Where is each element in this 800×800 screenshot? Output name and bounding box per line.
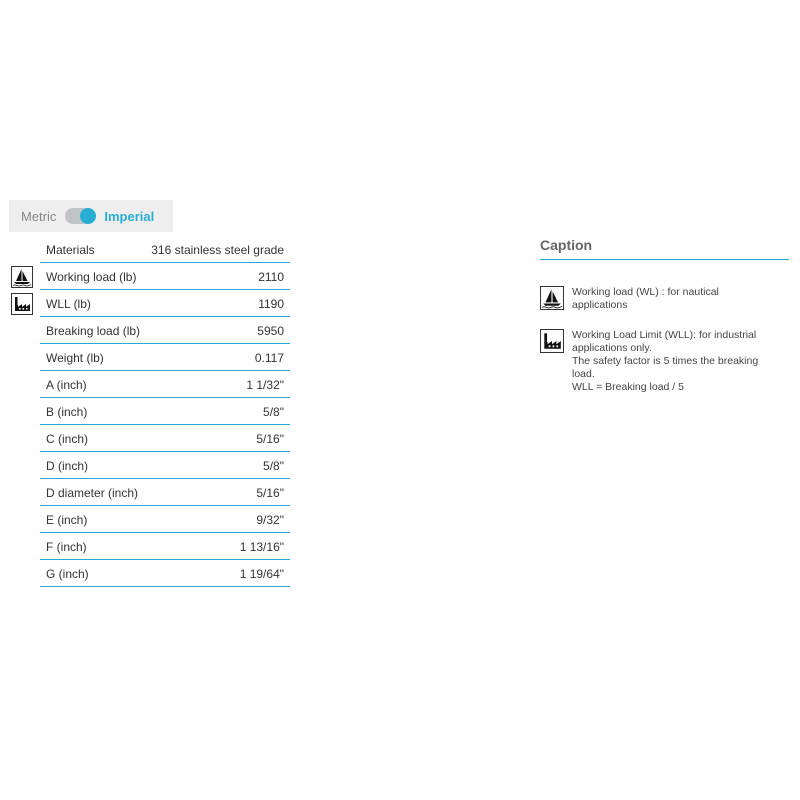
factory-icon xyxy=(11,293,33,315)
spec-value: 9/32" xyxy=(256,513,284,527)
caption-item-working-load xyxy=(540,286,789,312)
factory-icon xyxy=(540,329,564,353)
spec-value: 1 13/16" xyxy=(239,540,284,554)
spec-label: E (inch) xyxy=(46,513,88,527)
spec-label: Working load (lb) xyxy=(46,270,137,284)
unit-toggle[interactable] xyxy=(9,200,173,232)
caption-line: Working Load Limit (WLL): for industrial xyxy=(572,329,757,341)
unit-switch[interactable] xyxy=(65,208,96,224)
spec-value: 5950 xyxy=(257,324,284,338)
spec-label: C (inch) xyxy=(46,432,89,446)
spec-value: 1 19/64" xyxy=(239,567,284,581)
spec-label: D diameter (inch) xyxy=(46,486,139,500)
spec-row-d-diameter xyxy=(40,479,290,506)
caption-line: Working load (WL) : for nautical xyxy=(572,286,719,298)
spec-label: A (inch) xyxy=(46,378,87,392)
spec-row-d xyxy=(40,452,290,479)
imperial-label[interactable]: Imperial xyxy=(104,208,155,224)
sailboat-icon xyxy=(11,266,33,288)
spec-value: 5/16" xyxy=(256,486,284,500)
spec-table xyxy=(40,236,290,587)
caption-line: applications only. xyxy=(572,342,652,354)
spec-row-g xyxy=(40,560,290,587)
spec-value: 1190 xyxy=(258,297,284,311)
spec-row-f xyxy=(40,533,290,560)
spec-label: D (inch) xyxy=(46,459,89,473)
spec-value: 2110 xyxy=(258,270,284,284)
spec-value: 5/8" xyxy=(263,459,284,473)
spec-row-working-load xyxy=(40,263,290,290)
metric-label[interactable]: Metric xyxy=(21,208,57,224)
caption-line: applications xyxy=(572,299,628,311)
spec-row-breaking-load xyxy=(40,317,290,344)
spec-value: 0.117 xyxy=(254,351,284,365)
spec-label: Weight (lb) xyxy=(46,351,104,365)
spec-row-wll xyxy=(40,290,290,317)
caption-text xyxy=(572,329,789,394)
caption-text xyxy=(572,286,789,312)
spec-row-e xyxy=(40,506,290,533)
spec-row-c xyxy=(40,425,290,452)
switch-knob xyxy=(80,208,96,224)
caption-item-wll xyxy=(540,329,789,394)
sailboat-icon xyxy=(540,286,564,310)
caption-title: Caption xyxy=(540,237,789,260)
spec-label: F (inch) xyxy=(46,540,87,554)
caption-line: load. xyxy=(572,368,595,380)
spec-label: B (inch) xyxy=(46,405,88,419)
caption-line: WLL = Breaking load / 5 xyxy=(572,381,684,393)
spec-row-materials xyxy=(40,236,290,263)
spec-label: WLL (lb) xyxy=(46,297,91,311)
spec-row-weight xyxy=(40,344,290,371)
spec-value: 5/16" xyxy=(256,432,284,446)
spec-value: 1 1/32" xyxy=(246,378,284,392)
spec-value: 5/8" xyxy=(263,405,284,419)
spec-row-a xyxy=(40,371,290,398)
spec-label: G (inch) xyxy=(46,567,89,581)
spec-label: Materials xyxy=(46,243,95,257)
spec-value: 316 stainless steel grade xyxy=(151,243,284,257)
spec-row-b xyxy=(40,398,290,425)
spec-label: Breaking load (lb) xyxy=(46,324,141,338)
caption-line: The safety factor is 5 times the breaking xyxy=(572,355,759,367)
caption-panel xyxy=(540,237,789,394)
